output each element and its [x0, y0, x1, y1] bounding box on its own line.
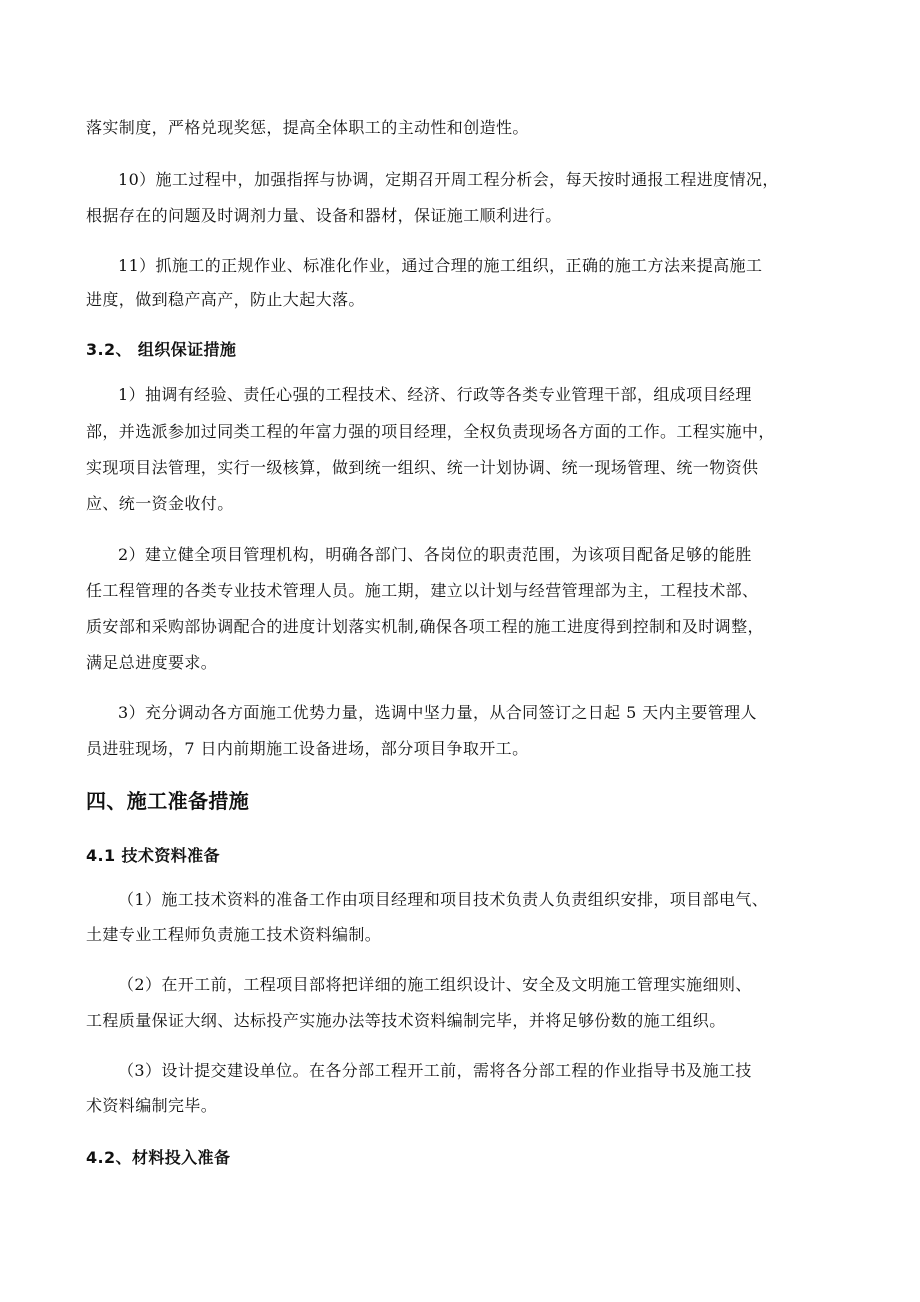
- paragraph-line: 落实制度，严格兑现奖惩，提高全体职工的主动性和创造性。: [86, 118, 529, 137]
- paragraph-line: 土建专业工程师负责施工技术资料编制。: [86, 925, 382, 944]
- paragraph-line: 术资料编制完毕。: [86, 1096, 218, 1115]
- section-heading: 4.1 技术资料准备: [86, 846, 220, 865]
- paragraph-line: 任工程管理的各类专业技术管理人员。施工期，建立以计划与经营管理部为主，工程技术部、: [86, 581, 759, 600]
- paragraph-line: 2）建立健全项目管理机构，明确各部门、各岗位的职责范围，为该项目配备足够的能胜: [118, 545, 752, 564]
- paragraph-line: 部，并选派参加过同类工程的年富力强的项目经理，全权负责现场各方面的工作。工程实施中，: [86, 422, 775, 441]
- paragraph-line: 工程质量保证大纲、达标投产实施办法等技术资料编制完毕，并将足够份数的施工组织。: [86, 1011, 726, 1030]
- paragraph-line: 11）抓施工的正规作业、标准化作业，通过合理的施工组织，正确的施工方法来提高施工: [118, 256, 763, 275]
- paragraph-line: 10）施工过程中，加强指挥与协调，定期召开周工程分析会，每天按时通报工程进度情况，: [118, 170, 779, 189]
- paragraph-line: 质安部和采购部协调配合的进度计划落实机制,确保各项工程的施工进度得到控制和及时调整，: [86, 617, 764, 636]
- paragraph-line: 应、统一资金收付。: [86, 494, 234, 513]
- paragraph-line: 员进驻现场，7 日内前期施工设备进场，部分项目争取开工。: [86, 739, 529, 758]
- paragraph-line: 1）抽调有经验、责任心强的工程技术、经济、行政等各类专业管理干部，组成项目经理: [118, 385, 752, 404]
- chapter-heading: 四、施工准备措施: [86, 789, 250, 813]
- paragraph-line: （3）设计提交建设单位。在各分部工程开工前，需将各分部工程的作业指导书及施工技: [118, 1061, 752, 1080]
- paragraph-line: 进度，做到稳产高产，防止大起大落。: [86, 290, 365, 309]
- paragraph-line: 根据存在的问题及时调剂力量、设备和器材，保证施工顺利进行。: [86, 206, 562, 225]
- paragraph-line: （2）在开工前，工程项目部将把详细的施工组织设计、安全及文明施工管理实施细则、: [118, 975, 752, 994]
- paragraph-line: 3）充分调动各方面施工优势力量，选调中坚力量，从合同签订之日起 5 天内主要管理人: [118, 703, 757, 722]
- paragraph-line: 满足总进度要求。: [86, 653, 218, 672]
- paragraph-line: （1）施工技术资料的准备工作由项目经理和项目技术负责人负责组织安排，项目部电气、: [118, 890, 769, 909]
- paragraph-line: 实现项目法管理，实行一级核算，做到统一组织、统一计划协调、统一现场管理、统一物资供: [86, 458, 759, 477]
- section-heading: 3.2、 组织保证措施: [86, 340, 237, 359]
- section-heading: 4.2、材料投入准备: [86, 1148, 231, 1167]
